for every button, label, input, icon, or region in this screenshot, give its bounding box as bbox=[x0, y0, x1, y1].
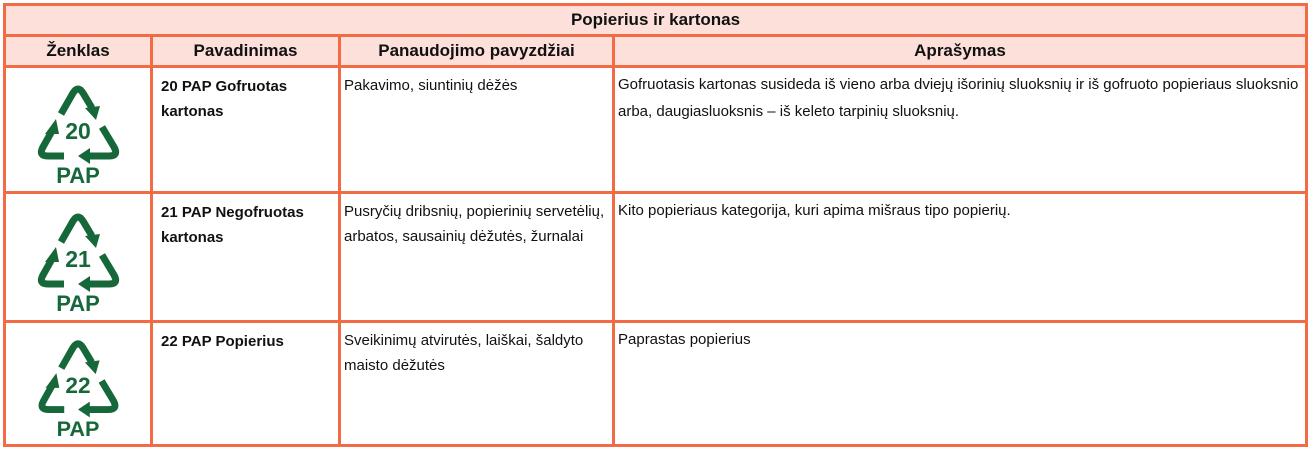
recycling-triangle-icon bbox=[28, 196, 128, 314]
material-name: 22 PAP Popierius bbox=[152, 322, 340, 446]
material-name: 20 PAP Gofruotas kartonas bbox=[152, 67, 340, 193]
svg-text:22: 22 bbox=[65, 372, 91, 398]
table-row bbox=[5, 322, 1307, 446]
column-header-description: Aprašymas bbox=[614, 36, 1307, 67]
symbol-cell bbox=[5, 67, 152, 193]
material-name: 21 PAP Negofruotas kartonas bbox=[152, 193, 340, 322]
material-description: Kito popieriaus kategorija, kuri apima mišraus tipo popierių. bbox=[614, 193, 1307, 322]
usage-examples: Pusryčių dribsnių, popierinių servetėlių, arbatos, sausainių dėžutės, žurnalai bbox=[340, 193, 614, 322]
recycling-codes-table bbox=[3, 3, 1308, 447]
material-description: Gofruotasis kartonas susideda iš vieno arba dviejų išorinių sluoksnių ir iš gofruoto popieriaus sluoksnio arba, daugiasluoksnis – iš keleto tarpinių sluoksnių. bbox=[614, 67, 1307, 193]
material-description: Paprastas popierius bbox=[614, 322, 1307, 446]
usage-examples: Pakavimo, siuntinių dėžės bbox=[340, 67, 614, 193]
column-header-symbol: Ženklas bbox=[5, 36, 152, 67]
svg-text:PAP: PAP bbox=[56, 416, 100, 439]
usage-examples: Sveikinimų atvirutės, laiškai, šaldyto maisto dėžutės bbox=[340, 322, 614, 446]
table-row bbox=[5, 193, 1307, 322]
svg-text:21: 21 bbox=[65, 245, 91, 272]
recycling-triangle-icon bbox=[28, 323, 128, 439]
table-header-row bbox=[5, 36, 1307, 67]
table-title: Popierius ir kartonas bbox=[5, 5, 1307, 36]
svg-text:PAP: PAP bbox=[56, 290, 100, 314]
symbol-cell bbox=[5, 322, 152, 446]
recycling-codes-table-container bbox=[3, 3, 1308, 447]
svg-text:PAP: PAP bbox=[56, 163, 100, 186]
table-row bbox=[5, 67, 1307, 193]
column-header-usage: Panaudojimo pavyzdžiai bbox=[340, 36, 614, 67]
recycling-triangle-icon bbox=[28, 68, 128, 186]
symbol-cell bbox=[5, 193, 152, 322]
table-title-row bbox=[5, 5, 1307, 36]
svg-text:20: 20 bbox=[65, 118, 91, 144]
column-header-name: Pavadinimas bbox=[152, 36, 340, 67]
